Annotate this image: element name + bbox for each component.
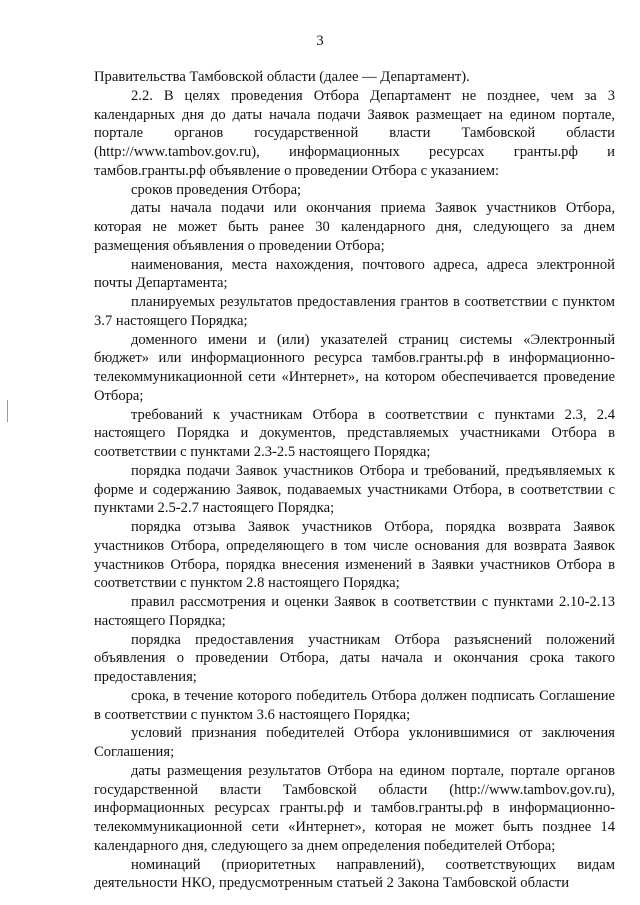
paragraph: даты начала подачи или окончания приема Заявок участников Отбора, которая не может быть ранее 30 календарного дня, следующего за днем размещения объявления о проведении Отбора; — [94, 200, 615, 254]
paragraph: 2.2. В целях проведения Отбора Департамент не позднее, чем за 3 календарных дня до даты начала подачи Заявок размещает на едином портале, портале органов государственной власти Тамбовской области (http://www.tambov.gov.ru), информационных ресурсах гранты.рф и тамбов.гранты.рф объявление о проведении Отбора с указанием: — [94, 87, 615, 179]
document-body — [94, 68, 615, 893]
paragraph: сроков проведения Отбора; — [131, 181, 302, 198]
paragraph: условий признания победителей Отбора уклонившимися от заключения Соглашения; — [94, 725, 615, 760]
paragraph: порядка подачи Заявок участников Отбора и требований, предъявляемых к форме и содержанию Заявок, подаваемых участниками Отбора, в соответствии с пунктами 2.5-2.7 настоящего Порядка; — [94, 462, 615, 517]
paragraph: доменного имени и (или) указателей страниц системы «Электронный бюджет» или информационного ресурса тамбов.гранты.рф в информационно-телекоммуникационной сети «Интернет», на котором обеспечивается проведение Отбора; — [94, 331, 615, 404]
page-number: 3 — [316, 33, 324, 49]
paragraph: даты размещения результатов Отбора на едином портале, портале органов государственной власти Тамбовской области (http://www.tambov.gov.ru), информационных ресурсах гранты.рф и тамбов.гранты.рф в информационно-телекоммуникационной сети «Интернет», которая не может быть позднее 14 календарного дня, следующего за днем определения победителей Отбора; — [94, 762, 615, 854]
paragraph: порядка отзыва Заявок участников Отбора, порядка возврата Заявок участников Отбора, определяющего в том числе основания для возврата Заявок участников Отбора, порядка внесения изменений в Заявки участников Отбора в соответствии с пунктом 2.8 настоящего Порядка; — [94, 519, 615, 592]
paragraph: правил рассмотрения и оценки Заявок в соответствии с пунктами 2.10-2.13 настоящего Порядка; — [94, 594, 615, 629]
paragraph: планируемых результатов предоставления грантов в соответствии с пунктом 3.7 настоящего Порядка; — [94, 294, 615, 329]
margin-mark — [7, 400, 8, 422]
paragraph: Правительства Тамбовской области (далее — Департамент). — [94, 69, 470, 85]
paragraph: порядка предоставления участникам Отбора разъяснений положений объявления о проведении Отбора, даты начала и окончания срока такого предоставления; — [94, 631, 615, 685]
paragraph: наименования, места нахождения, почтового адреса, адреса электронной почты Департамента; — [94, 256, 615, 292]
paragraph: требований к участникам Отбора в соответствии с пунктами 2.3, 2.4 настоящего Порядка и документов, представляемых участниками Отбора в соответствии с пунктами 2.3-2.5 настоящего Порядка; — [94, 406, 615, 460]
paragraph: номинаций (приоритетных направлений), соответствующих видам деятельности НКО, предусмотренным статьей 2 Закона Тамбовской области — [94, 856, 615, 892]
paragraph: срока, в течение которого победитель Отбора должен подписать Соглашение в соответствии с пунктом 3.6 настоящего Порядка; — [94, 687, 615, 723]
